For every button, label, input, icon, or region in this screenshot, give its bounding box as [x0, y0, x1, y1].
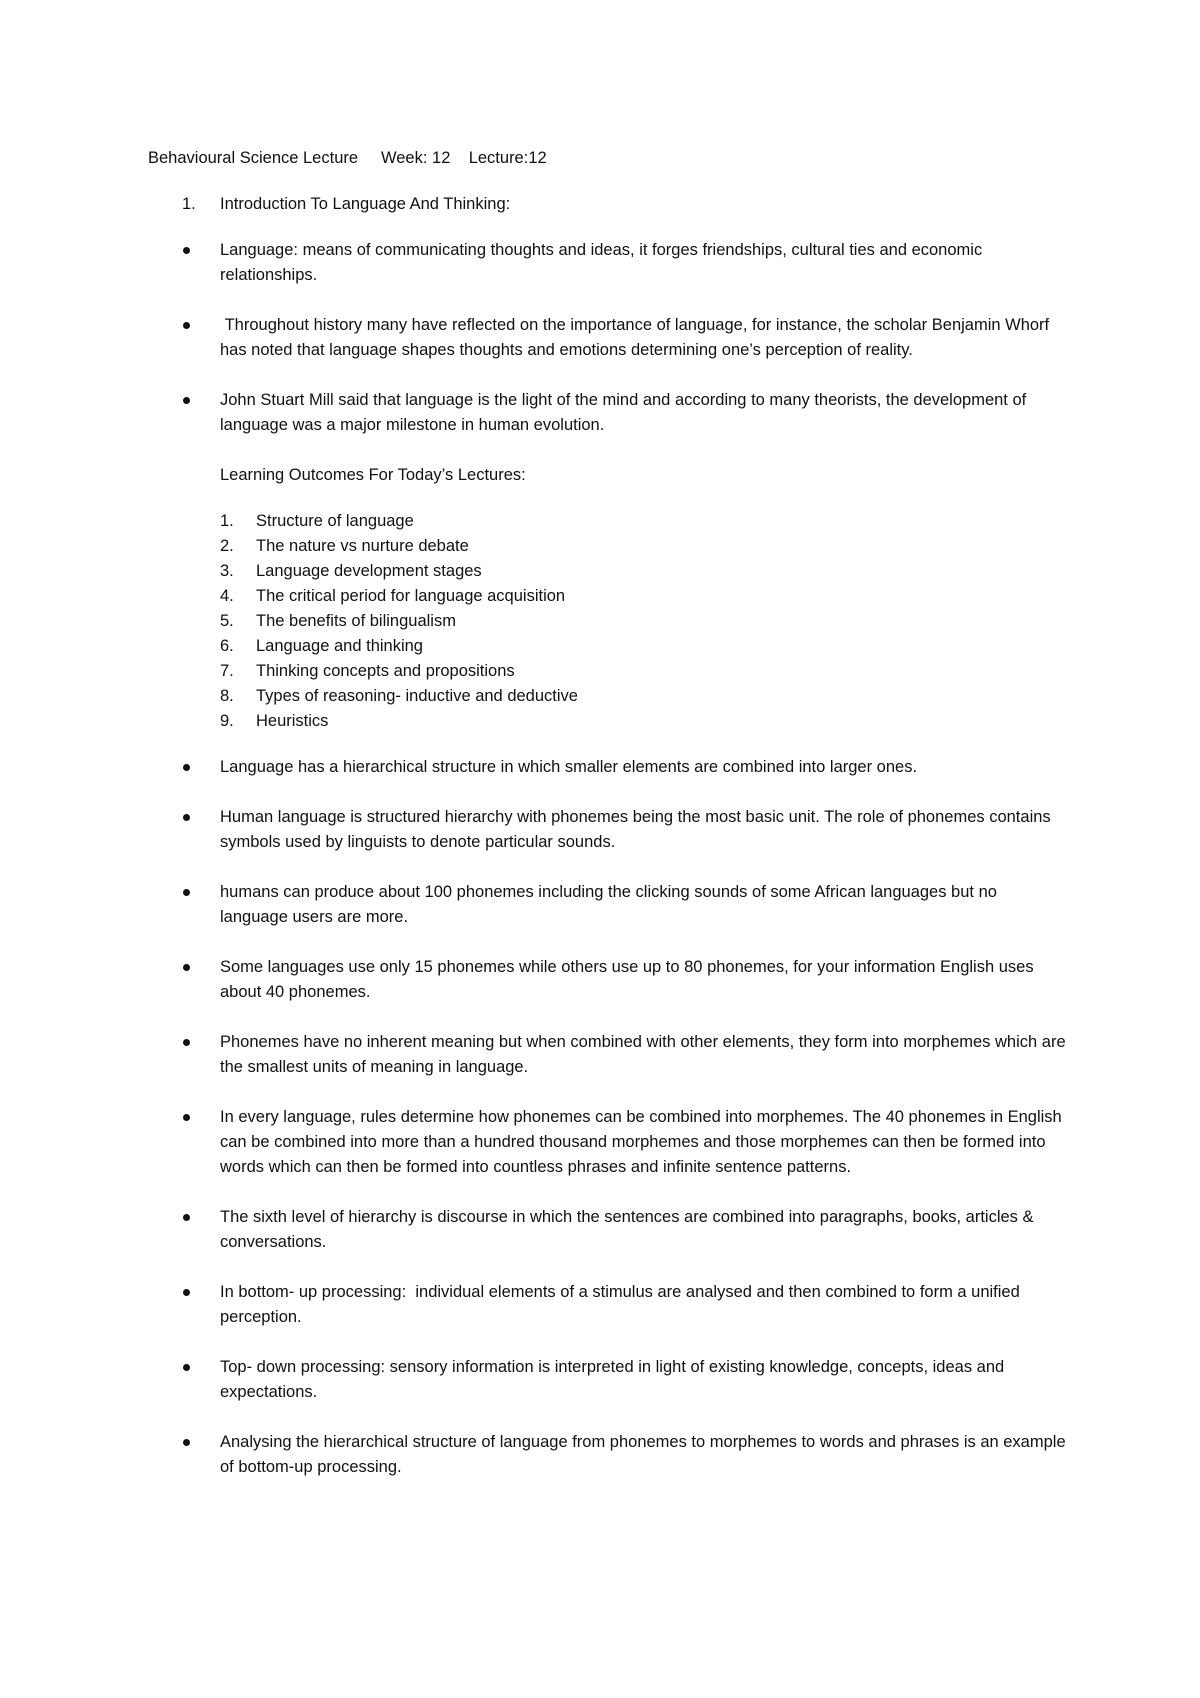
- bullet-icon: [183, 1039, 190, 1046]
- page-header: Behavioural Science Lecture Week: 12 Lecture:12: [148, 149, 547, 167]
- document-content: [148, 146, 1068, 1505]
- list-item: [148, 805, 1068, 855]
- outcome-text: Structure of language: [256, 512, 414, 530]
- outcome-text: The critical period for language acquisition: [256, 587, 566, 605]
- bullet-text: Analysing the hierarchical structure of language from phonemes to morphemes to words and phrases is an example of bottom-up processing.: [220, 1433, 1066, 1476]
- outcome-text: Heuristics: [256, 712, 329, 730]
- outcome-item: [220, 534, 1068, 559]
- outcomes-list: [148, 509, 1068, 734]
- bullet-icon: [183, 1439, 190, 1446]
- bullet-text: In bottom- up processing: individual elements of a stimulus are analysed and then combined to form a unified perception.: [220, 1283, 1025, 1326]
- list-item: [148, 238, 1068, 288]
- outcome-item: [220, 584, 1068, 609]
- bullet-text: Throughout history many have reflected on the importance of language, for instance, the scholar Benjamin Whorf has noted that language shapes thoughts and emotions determining one’s perception of reality.: [220, 316, 1054, 359]
- bullet-text: In every language, rules determine how phonemes can be combined into morphemes. The 40 phonemes in English can be combined into more than a hundred thousand morphemes and those morphemes can then be formed into words which can then be formed into countless phrases and infinite sentence patterns.: [220, 1108, 1062, 1176]
- outcome-number: 8.: [220, 687, 234, 705]
- outcome-number: 1.: [220, 512, 234, 530]
- bullet-icon: [183, 322, 190, 329]
- outcome-number: 5.: [220, 612, 234, 630]
- bullet-text: Language: means of communicating thoughts and ideas, it forges friendships, cultural ties and economic relationships.: [220, 241, 983, 284]
- bullet-icon: [183, 1289, 190, 1296]
- bullet-text: Top- down processing: sensory information is interpreted in light of existing knowledge, concepts, ideas and expectations.: [220, 1358, 1005, 1401]
- outcome-item: [220, 659, 1068, 684]
- outcome-text: The benefits of bilingualism: [256, 612, 456, 630]
- outcome-text: Language development stages: [256, 562, 482, 580]
- bullet-text: Human language is structured hierarchy with phonemes being the most basic unit. The role of phonemes contains symbols used by linguists to denote particular sounds.: [220, 808, 1051, 851]
- outcome-item: [220, 509, 1068, 534]
- bullet-text: The sixth level of hierarchy is discourse in which the sentences are combined into paragraphs, books, articles & conversations.: [220, 1208, 1034, 1251]
- outcome-number: 2.: [220, 537, 234, 555]
- list-item: [148, 1205, 1068, 1255]
- outcome-number: 3.: [220, 562, 234, 580]
- outcome-number: 9.: [220, 712, 234, 730]
- section-title: Introduction To Language And Thinking:: [220, 195, 511, 213]
- bullet-text: Language has a hierarchical structure in which smaller elements are combined into larger ones.: [220, 758, 918, 776]
- outcome-number: 6.: [220, 637, 234, 655]
- bullet-icon: [183, 397, 190, 404]
- list-item: [148, 388, 1068, 438]
- outcome-item: [220, 709, 1068, 734]
- section-heading: [148, 192, 1068, 217]
- bullet-icon: [183, 1364, 190, 1371]
- list-item: [148, 755, 1068, 780]
- bullet-icon: [183, 964, 190, 971]
- outcome-text: The nature vs nurture debate: [256, 537, 469, 555]
- outcome-item: [220, 609, 1068, 634]
- list-item: [148, 955, 1068, 1005]
- list-item: [148, 1430, 1068, 1480]
- outcome-text: Thinking concepts and propositions: [256, 662, 515, 680]
- bullet-icon: [183, 1114, 190, 1121]
- list-item: [148, 1280, 1068, 1330]
- list-item: [148, 1030, 1068, 1080]
- list-item: [148, 313, 1068, 363]
- outcome-item: [220, 684, 1068, 709]
- bullet-text: Some languages use only 15 phonemes while others use up to 80 phonemes, for your information English uses about 40 phonemes.: [220, 958, 1034, 1001]
- outcome-number: 7.: [220, 662, 234, 680]
- bullet-icon: [183, 1214, 190, 1221]
- bullet-icon: [183, 889, 190, 896]
- bullet-icon: [183, 247, 190, 254]
- bullet-text: humans can produce about 100 phonemes including the clicking sounds of some African languages but no language users are more.: [220, 883, 997, 926]
- outcome-number: 4.: [220, 587, 234, 605]
- bullet-text: John Stuart Mill said that language is the light of the mind and according to many theorists, the development of language was a major milestone in human evolution.: [220, 391, 1027, 434]
- outcome-text: Types of reasoning- inductive and deductive: [256, 687, 578, 705]
- list-item: [148, 880, 1068, 930]
- list-item: [148, 1355, 1068, 1405]
- bullet-icon: [183, 814, 190, 821]
- list-item: [148, 1105, 1068, 1180]
- outcome-item: [220, 634, 1068, 659]
- bullet-icon: [183, 764, 190, 771]
- bullet-text: Phonemes have no inherent meaning but when combined with other elements, they form into morphemes which are the smallest units of meaning in language.: [220, 1033, 1066, 1076]
- outcome-item: [220, 559, 1068, 584]
- outcomes-heading: Learning Outcomes For Today’s Lectures:: [220, 466, 526, 484]
- outcome-text: Language and thinking: [256, 637, 423, 655]
- section-number: 1.: [182, 195, 196, 213]
